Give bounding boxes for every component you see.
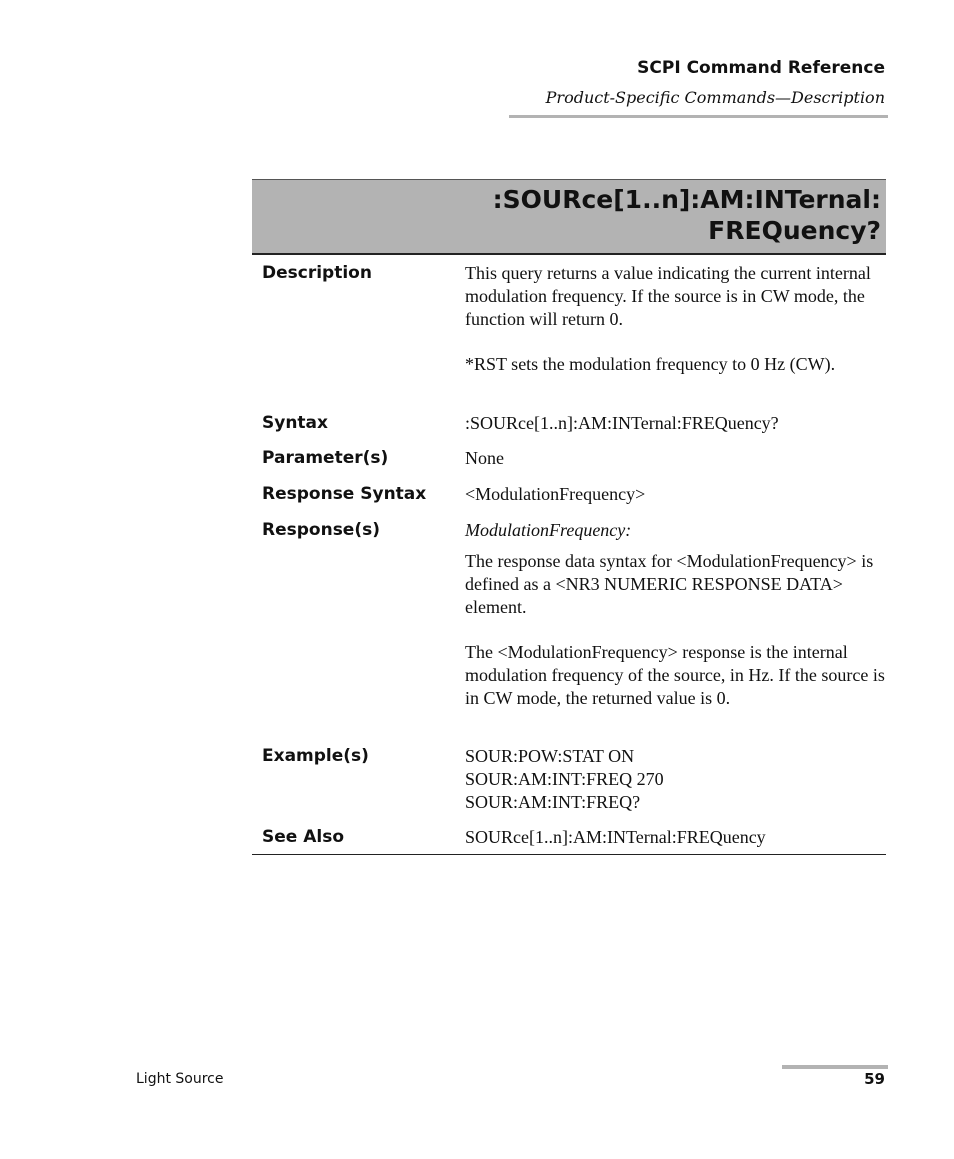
response-syntax-value: <ModulationFrequency> xyxy=(465,484,646,504)
responses-name: ModulationFrequency: xyxy=(465,520,632,540)
responses-paragraph-2: The <ModulationFrequency> response is the internal modulation frequency of the source, in Hz. If the source is in CW mode, the returned value is 0. xyxy=(465,642,885,708)
command-banner xyxy=(252,179,886,255)
see-also-label: See Also xyxy=(262,827,345,847)
responses-label: Response(s) xyxy=(262,520,380,540)
header-rule xyxy=(509,115,888,118)
parameters-value: None xyxy=(465,448,504,468)
description-paragraph-1: This query returns a value indicating the current internal modulation frequency. If the source is in CW mode, the function will return 0. xyxy=(465,263,871,329)
example-line: SOUR:AM:INT:FREQ 270 xyxy=(465,769,664,789)
syntax-value: :SOURce[1..n]:AM:INTernal:FREQuency? xyxy=(465,413,779,433)
syntax-label: Syntax xyxy=(262,413,328,433)
footer-rule xyxy=(782,1065,888,1069)
description-paragraph-2: *RST sets the modulation frequency to 0 Hz (CW). xyxy=(465,354,836,374)
parameters-label: Parameter(s) xyxy=(262,448,389,468)
response-syntax-label: Response Syntax xyxy=(262,484,427,504)
header-title: SCPI Command Reference xyxy=(637,58,885,78)
footer-product-name: Light Source xyxy=(136,1071,224,1087)
description-label: Description xyxy=(262,263,372,283)
table-bottom-rule xyxy=(252,854,886,855)
examples-label: Example(s) xyxy=(262,746,369,766)
command-title-line-2: FREQuency? xyxy=(708,216,881,245)
see-also-value: SOURce[1..n]:AM:INTernal:FREQuency xyxy=(465,827,766,847)
command-title-line-1: :SOURce[1..n]:AM:INTernal: xyxy=(492,185,881,214)
page-number: 59 xyxy=(864,1070,885,1088)
example-line: SOUR:POW:STAT ON xyxy=(465,746,635,766)
header-subtitle: Product-Specific Commands—Description xyxy=(545,88,885,107)
example-line: SOUR:AM:INT:FREQ? xyxy=(465,792,641,812)
responses-paragraph-1: The response data syntax for <ModulationFrequency> is defined as a <NR3 NUMERIC RESPONSE DATA> element. xyxy=(465,551,874,617)
